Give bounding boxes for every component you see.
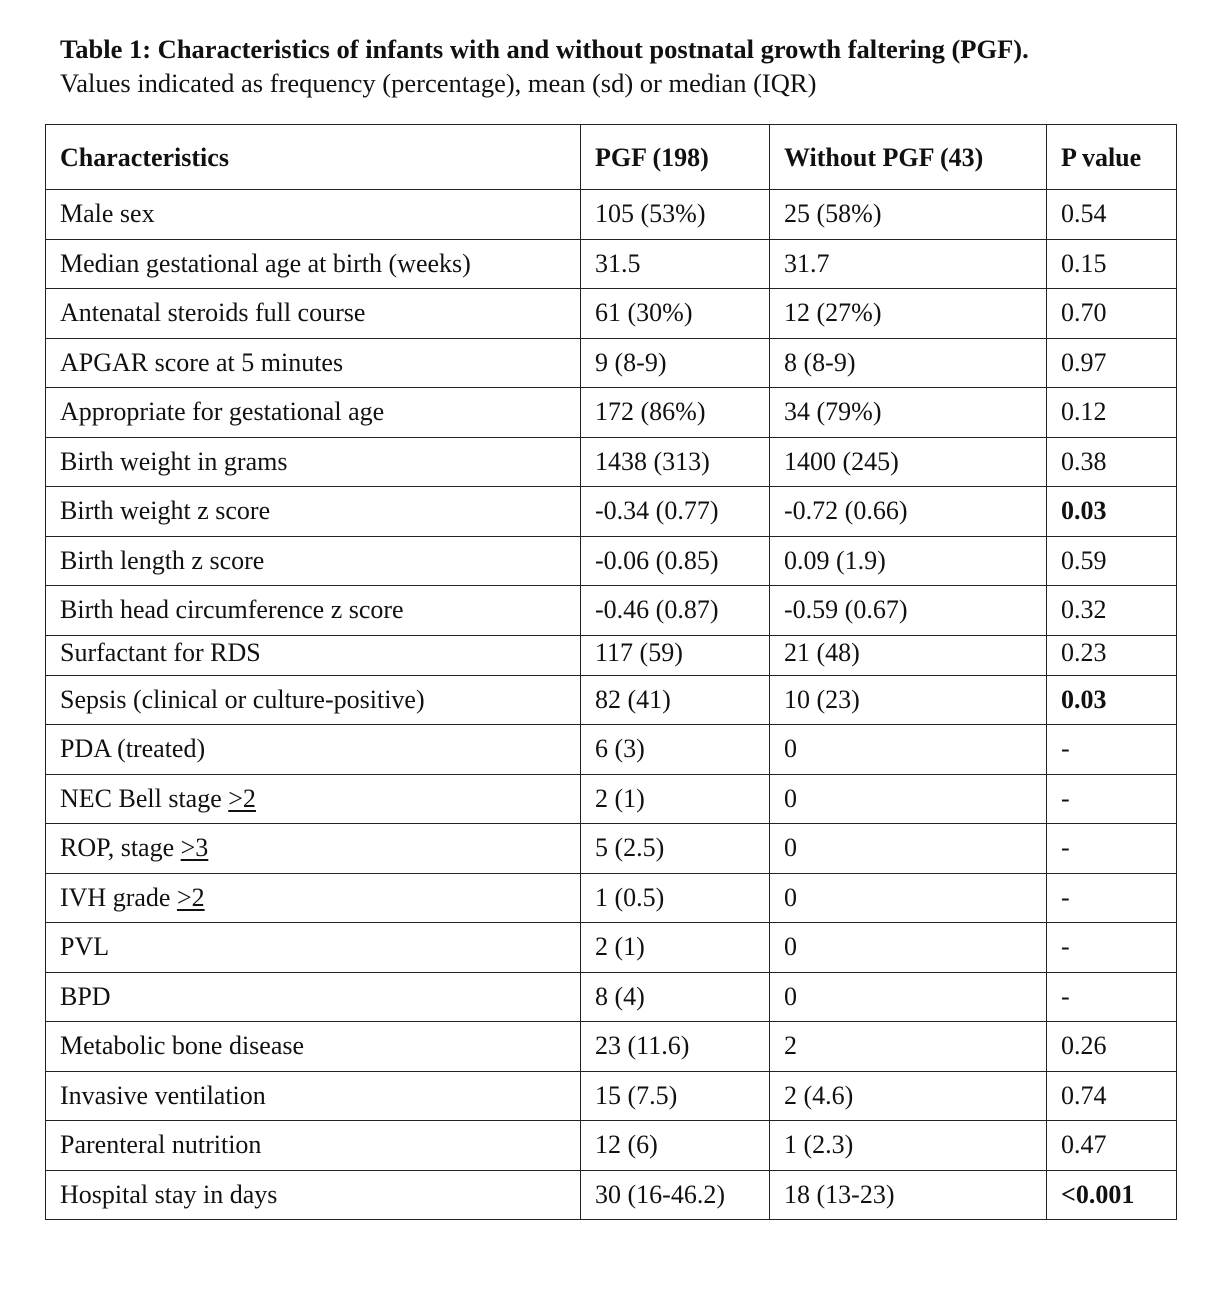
cell-without-pgf: 10 (23): [770, 675, 1047, 725]
table-row: [46, 190, 1177, 240]
row-label: Median gestational age at birth (weeks): [46, 239, 581, 289]
cell-pgf: 12 (6): [581, 1121, 770, 1171]
cell-pgf: 6 (3): [581, 725, 770, 775]
cell-p-value: -: [1047, 923, 1177, 973]
cell-pgf: 31.5: [581, 239, 770, 289]
cell-pgf: 172 (86%): [581, 388, 770, 438]
cell-pgf: -0.46 (0.87): [581, 586, 770, 636]
table-body: [46, 190, 1177, 1220]
cell-without-pgf: 21 (48): [770, 635, 1047, 675]
row-label: Parenteral nutrition: [46, 1121, 581, 1171]
header-characteristics: Characteristics: [46, 125, 581, 190]
row-label: Invasive ventilation: [46, 1071, 581, 1121]
cell-p-value: 0.03: [1047, 487, 1177, 537]
table-subtitle: Values indicated as frequency (percentage), mean (sd) or median (IQR): [60, 68, 817, 98]
cell-pgf: -0.34 (0.77): [581, 487, 770, 537]
row-label: APGAR score at 5 minutes: [46, 338, 581, 388]
cell-pgf: 23 (11.6): [581, 1022, 770, 1072]
cell-without-pgf: 18 (13-23): [770, 1170, 1047, 1220]
table-row: [46, 289, 1177, 339]
cell-pgf: 117 (59): [581, 635, 770, 675]
cell-p-value: -: [1047, 873, 1177, 923]
cell-pgf: 2 (1): [581, 774, 770, 824]
row-label: Birth head circumference z score: [46, 586, 581, 636]
cell-without-pgf: 1 (2.3): [770, 1121, 1047, 1171]
row-label: NEC Bell stage >2: [46, 774, 581, 824]
cell-p-value: -: [1047, 824, 1177, 874]
cell-pgf: 8 (4): [581, 972, 770, 1022]
row-label: Metabolic bone disease: [46, 1022, 581, 1072]
cell-without-pgf: 2 (4.6): [770, 1071, 1047, 1121]
cell-p-value: 0.59: [1047, 536, 1177, 586]
cell-without-pgf: 34 (79%): [770, 388, 1047, 438]
row-label: PDA (treated): [46, 725, 581, 775]
cell-p-value: 0.26: [1047, 1022, 1177, 1072]
cell-p-value: 0.03: [1047, 675, 1177, 725]
row-label: ROP, stage >3: [46, 824, 581, 874]
cell-p-value: -: [1047, 774, 1177, 824]
table-row: [46, 972, 1177, 1022]
table-row: [46, 586, 1177, 636]
cell-without-pgf: 1400 (245): [770, 437, 1047, 487]
row-label: IVH grade >2: [46, 873, 581, 923]
cell-pgf: 30 (16-46.2): [581, 1170, 770, 1220]
characteristics-table: [45, 124, 1177, 1220]
table-row: [46, 675, 1177, 725]
cell-pgf: 2 (1): [581, 923, 770, 973]
cell-p-value: 0.70: [1047, 289, 1177, 339]
table-row: [46, 1170, 1177, 1220]
cell-without-pgf: 2: [770, 1022, 1047, 1072]
cell-without-pgf: 0: [770, 725, 1047, 775]
row-label: Appropriate for gestational age: [46, 388, 581, 438]
cell-pgf: -0.06 (0.85): [581, 536, 770, 586]
row-label: Birth weight in grams: [46, 437, 581, 487]
row-label: Birth length z score: [46, 536, 581, 586]
cell-p-value: 0.32: [1047, 586, 1177, 636]
table-row: [46, 824, 1177, 874]
cell-pgf: 1438 (313): [581, 437, 770, 487]
cell-pgf: 9 (8-9): [581, 338, 770, 388]
header-p-value: P value: [1047, 125, 1177, 190]
cell-p-value: <0.001: [1047, 1170, 1177, 1220]
cell-without-pgf: 31.7: [770, 239, 1047, 289]
table-row: [46, 388, 1177, 438]
cell-pgf: 105 (53%): [581, 190, 770, 240]
cell-without-pgf: 8 (8-9): [770, 338, 1047, 388]
cell-p-value: 0.15: [1047, 239, 1177, 289]
cell-pgf: 1 (0.5): [581, 873, 770, 923]
cell-p-value: 0.97: [1047, 338, 1177, 388]
table-row: [46, 725, 1177, 775]
table-row: [46, 635, 1177, 675]
cell-pgf: 5 (2.5): [581, 824, 770, 874]
row-label: Birth weight z score: [46, 487, 581, 537]
table-row: [46, 873, 1177, 923]
cell-pgf: 15 (7.5): [581, 1071, 770, 1121]
table-row: [46, 774, 1177, 824]
cell-without-pgf: 0: [770, 873, 1047, 923]
cell-without-pgf: 25 (58%): [770, 190, 1047, 240]
table-row: [46, 923, 1177, 973]
table-row: [46, 437, 1177, 487]
table-row: [46, 1022, 1177, 1072]
cell-p-value: 0.54: [1047, 190, 1177, 240]
table-row: [46, 487, 1177, 537]
row-label: Sepsis (clinical or culture-positive): [46, 675, 581, 725]
row-label: PVL: [46, 923, 581, 973]
cell-p-value: 0.12: [1047, 388, 1177, 438]
table-row: [46, 1071, 1177, 1121]
cell-without-pgf: 0.09 (1.9): [770, 536, 1047, 586]
cell-p-value: -: [1047, 725, 1177, 775]
row-label: Male sex: [46, 190, 581, 240]
cell-without-pgf: 0: [770, 824, 1047, 874]
cell-without-pgf: -0.72 (0.66): [770, 487, 1047, 537]
table-row: [46, 338, 1177, 388]
row-label: Surfactant for RDS: [46, 635, 581, 675]
table-title: Table 1: Characteristics of infants with and without postnatal growth faltering (PGF).: [60, 34, 1029, 64]
cell-pgf: 82 (41): [581, 675, 770, 725]
cell-p-value: 0.23: [1047, 635, 1177, 675]
cell-without-pgf: 12 (27%): [770, 289, 1047, 339]
cell-p-value: 0.74: [1047, 1071, 1177, 1121]
cell-pgf: 61 (30%): [581, 289, 770, 339]
cell-without-pgf: 0: [770, 923, 1047, 973]
cell-without-pgf: -0.59 (0.67): [770, 586, 1047, 636]
header-row: [46, 125, 1177, 190]
table-row: [46, 1121, 1177, 1171]
cell-p-value: -: [1047, 972, 1177, 1022]
header-without-pgf: Without PGF (43): [770, 125, 1047, 190]
row-label: BPD: [46, 972, 581, 1022]
row-label: Hospital stay in days: [46, 1170, 581, 1220]
header-pgf: PGF (198): [581, 125, 770, 190]
table-row: [46, 239, 1177, 289]
cell-without-pgf: 0: [770, 774, 1047, 824]
table-caption: [60, 32, 1180, 100]
cell-without-pgf: 0: [770, 972, 1047, 1022]
cell-p-value: 0.47: [1047, 1121, 1177, 1171]
table-row: [46, 536, 1177, 586]
row-label: Antenatal steroids full course: [46, 289, 581, 339]
cell-p-value: 0.38: [1047, 437, 1177, 487]
